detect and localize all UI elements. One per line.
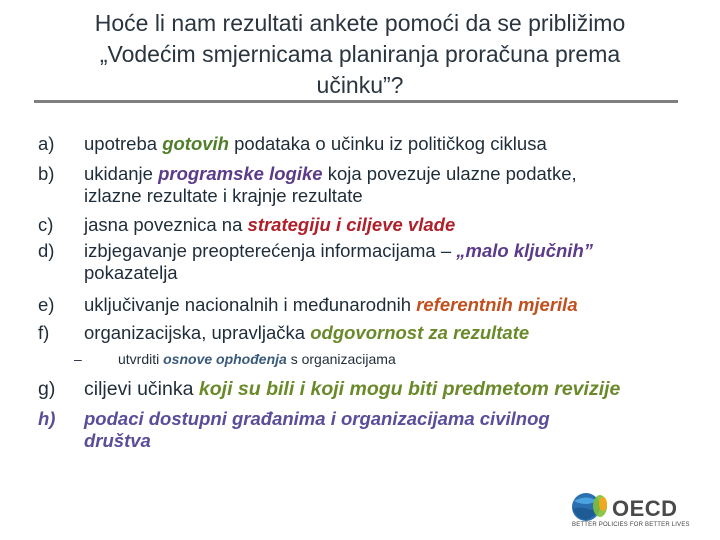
- list-item-text: podaci dostupni građanima i organizacijama civilnog društva: [84, 408, 550, 451]
- emphasis-text: „malo ključnih”: [456, 240, 593, 261]
- list-item-text: organizacijska, upravljačka odgovornost za rezultate: [84, 322, 530, 343]
- emphasis-text: programske logike: [158, 163, 323, 184]
- list-item-text: ciljevi učinka koji su bili i koji mogu biti predmetom revizije: [84, 378, 621, 400]
- list-marker: b): [38, 163, 55, 184]
- sub-bullet-text: utvrditi osnove ophođenja s organizacijama: [118, 351, 396, 367]
- oecd-logo: [570, 492, 690, 532]
- list-item-text: jasna poveznica na strategiju i ciljeve vlade: [84, 214, 456, 235]
- list-marker: f): [38, 322, 50, 343]
- list-marker: c): [38, 214, 54, 235]
- list-marker: e): [38, 294, 55, 315]
- list-item-text: uključivanje nacionalnih i međunarodnih referentnih mjerila: [84, 294, 578, 315]
- title-divider: [34, 100, 678, 103]
- list-marker: g): [38, 378, 56, 400]
- emphasis-text: osnove ophođenja: [163, 351, 287, 367]
- oecd-wordmark: OECD: [612, 496, 678, 521]
- emphasis-text: gotovih: [162, 133, 229, 154]
- emphasis-text: podaci dostupni građanima i organizacijama civilnog: [84, 408, 550, 429]
- title-line-3: učinku”?: [316, 72, 404, 98]
- list-item-text: izbjegavanje preopterećenja informacijama – „malo ključnih” pokazatelja: [84, 240, 593, 283]
- emphasis-text: koji su bili i koji mogu biti predmetom revizije: [198, 378, 621, 400]
- sub-bullet-dash: –: [74, 351, 82, 367]
- list-item-text: upotreba gotovih podataka o učinku iz političkog ciklusa: [84, 133, 547, 154]
- list-marker: h): [38, 408, 56, 429]
- emphasis-text: referentnih mjerila: [416, 294, 578, 315]
- slide-title: [20, 8, 700, 101]
- list-marker: a): [38, 133, 55, 154]
- emphasis-text: strategiju i ciljeve vlade: [247, 214, 456, 235]
- emphasis-text: odgovornost za rezultate: [310, 322, 530, 343]
- list-item-text: ukidanje programske logike koja povezuje ulazne podatke, izlazne rezultate i krajnje rezultate: [84, 163, 577, 206]
- oecd-globe-icon: [570, 492, 610, 524]
- title-line-1: Hoće li nam rezultati ankete pomoći da se približimo: [94, 10, 626, 36]
- list-marker: d): [38, 240, 55, 261]
- oecd-tagline: BETTER POLICIES FOR BETTER LIVES: [572, 522, 690, 528]
- title-line-2: „Vodećim smjernicama planiranja proračuna prema: [99, 41, 621, 67]
